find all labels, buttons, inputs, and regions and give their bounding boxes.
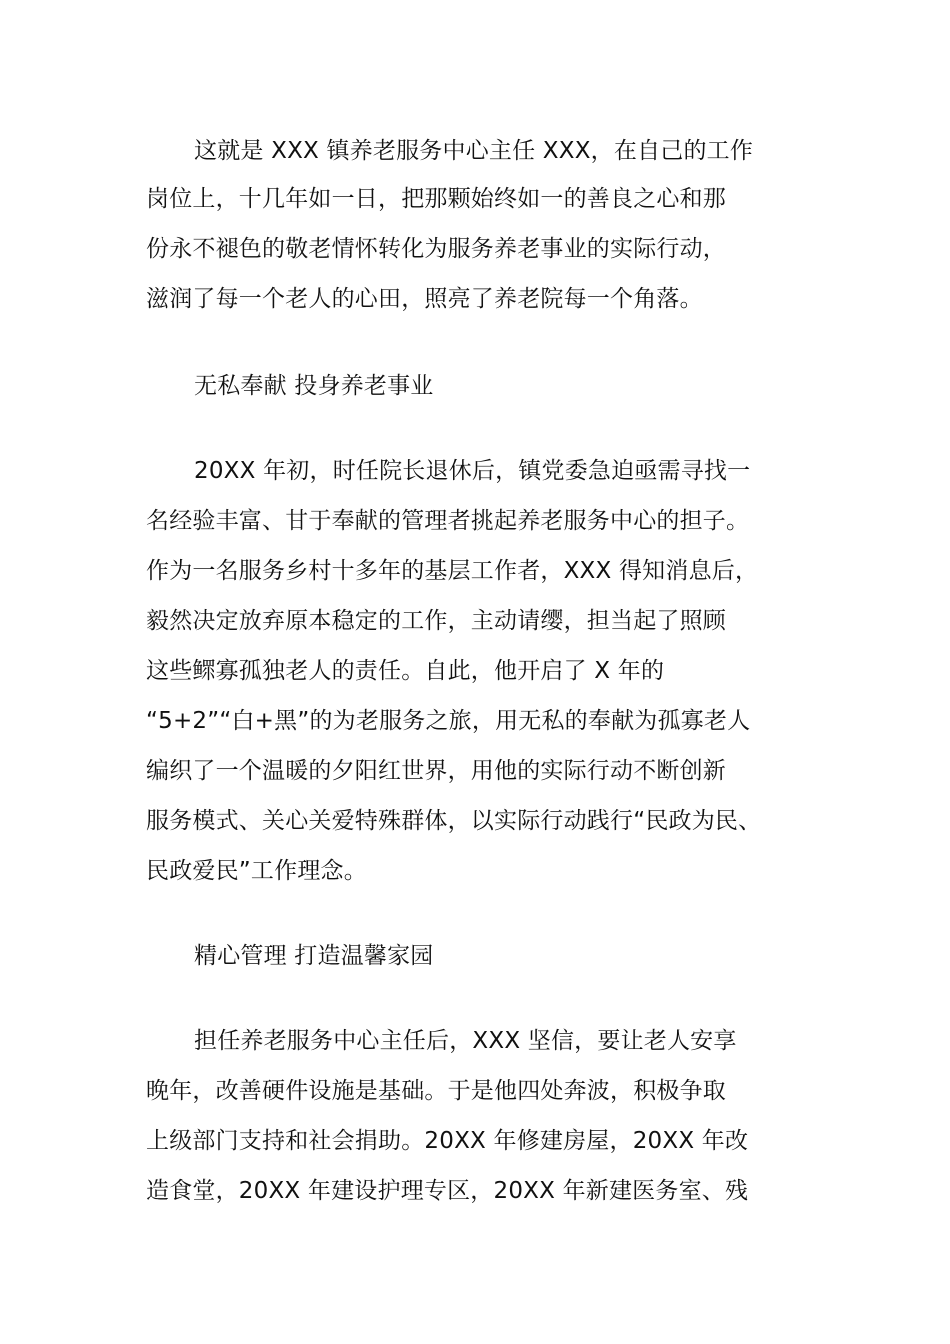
section-1-line-9: 民政爱民”工作理念。 (146, 858, 367, 884)
intro-line-3: 份永不褪色的敬老情怀转化为服务养老事业的实际行动， (146, 236, 726, 262)
section-heading-2: 精心管理 打造温馨家园 (194, 943, 434, 969)
section-1-line-7: 编织了一个温暖的夕阳红世界，用他的实际行动不断创新 (146, 758, 726, 784)
intro-line-2: 岗位上，十几年如一日，把那颗始终如一的善良之心和那 (146, 186, 726, 212)
intro-line-1: 这就是 XXX 镇养老服务中心主任 XXX，在自己的工作 (194, 138, 754, 164)
section-heading-1: 无私奉献 投身养老事业 (194, 373, 434, 399)
section-2-line-4: 造食堂，20XX 年建设护理专区，20XX 年新建医务室、残 (146, 1178, 749, 1204)
section-2-line-3: 上级部门支持和社会捐助。20XX 年修建房屋，20XX 年改 (146, 1128, 749, 1154)
section-2-line-1: 担任养老服务中心主任后，XXX 坚信，要让老人安享 (194, 1028, 737, 1054)
section-1-line-3: 作为一名服务乡村十多年的基层工作者，XXX 得知消息后， (146, 558, 759, 584)
section-1-line-1: 20XX 年初，时任院长退休后，镇党委急迫亟需寻找一 (194, 458, 751, 484)
section-2-line-2: 晚年，改善硬件设施是基础。于是他四处奔波，积极争取 (146, 1078, 726, 1104)
section-1-line-8: 服务模式、关心关爱特殊群体，以实际行动践行“民政为民、 (146, 808, 762, 834)
section-1-line-2: 名经验丰富、甘于奉献的管理者挑起养老服务中心的担子。 (146, 508, 750, 534)
section-1-line-6: “5+2”“白+黑”的为老服务之旅，用无私的奉献为孤寡老人 (146, 708, 751, 734)
intro-line-4: 滋润了每一个老人的心田，照亮了养老院每一个角落。 (146, 286, 703, 312)
section-1-line-4: 毅然决定放弃原本稳定的工作，主动请缨，担当起了照顾 (146, 608, 726, 634)
section-1-line-5: 这些鳏寡孤独老人的责任。自此，他开启了 X 年的 (146, 658, 665, 684)
